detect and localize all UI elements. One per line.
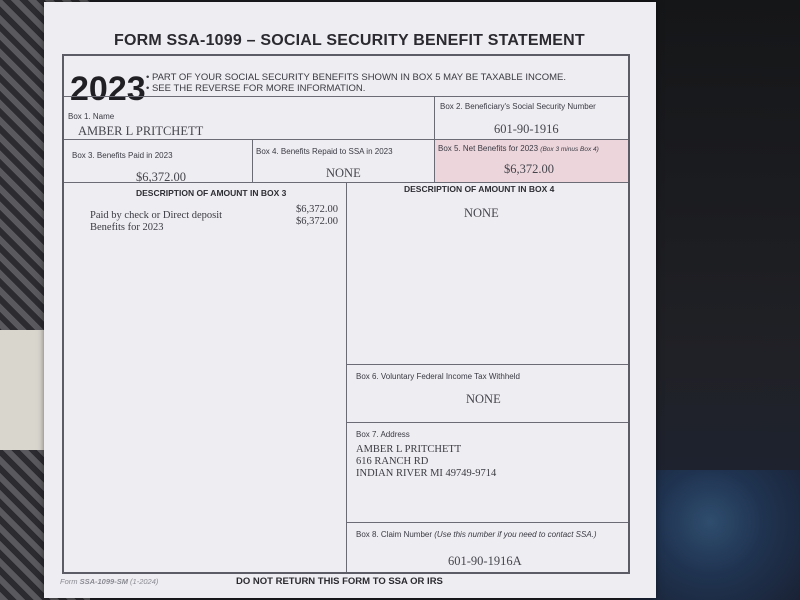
footer-form-date: (1-2024) bbox=[130, 577, 159, 586]
box7-label: Box 7. Address bbox=[356, 430, 410, 439]
note-taxable: • PART OF YOUR SOCIAL SECURITY BENEFITS SHOWN IN BOX 5 MAY BE TAXABLE INCOME. bbox=[146, 72, 567, 83]
divider bbox=[434, 96, 435, 139]
box8-label-text: Box 8. Claim Number bbox=[356, 530, 433, 539]
address-line: AMBER L PRITCHETT bbox=[356, 444, 462, 455]
form-title: FORM SSA-1099 – SOCIAL SECURITY BENEFIT STATEMENT bbox=[114, 32, 585, 49]
box6-label: Box 6. Voluntary Federal Income Tax Withheld bbox=[356, 372, 520, 381]
divider bbox=[346, 182, 347, 572]
note-reverse: • SEE THE REVERSE FOR MORE INFORMATION. bbox=[146, 83, 366, 94]
address-line: 616 RANCH RD bbox=[356, 456, 429, 467]
box2-ssn: 601-90-1916 bbox=[494, 122, 559, 136]
box7-address bbox=[356, 444, 496, 480]
box4-label: Box 4. Benefits Repaid to SSA in 2023 bbox=[256, 147, 393, 156]
divider bbox=[64, 96, 628, 97]
divider bbox=[346, 422, 628, 423]
footer-form-prefix: Form bbox=[60, 577, 78, 586]
box5-label-note: (Box 3 minus Box 4) bbox=[540, 146, 599, 153]
box3-row-amount: $6,372.00 bbox=[296, 216, 338, 227]
box8-label-note: (Use this number if you need to contact SSA.) bbox=[434, 530, 597, 539]
box3-row-amount: $6,372.00 bbox=[296, 204, 338, 215]
ssa-1099-form bbox=[44, 2, 656, 598]
box3-description-heading: DESCRIPTION OF AMOUNT IN BOX 3 bbox=[136, 188, 287, 198]
divider bbox=[346, 364, 628, 365]
box1-label: Box 1. Name bbox=[68, 112, 115, 121]
box5-label bbox=[438, 144, 599, 153]
divider bbox=[434, 139, 435, 182]
box4-description-heading: DESCRIPTION OF AMOUNT IN BOX 4 bbox=[404, 184, 555, 194]
box3-row-label: Benefits for 2023 bbox=[90, 222, 164, 233]
box2-label: Box 2. Beneficiary's Social Security Number bbox=[440, 102, 596, 111]
box1-name: AMBER L PRITCHETT bbox=[78, 124, 204, 138]
box4-description-value: NONE bbox=[464, 206, 499, 220]
footer-form-id: SSA-1099-SM bbox=[79, 577, 128, 586]
form-notes bbox=[146, 72, 566, 94]
box3-row-label: Paid by check or Direct deposit bbox=[90, 210, 223, 221]
box8-claim-number: 601-90-1916A bbox=[448, 554, 522, 568]
form-footer-id bbox=[60, 577, 158, 586]
box3-amount: $6,372.00 bbox=[136, 170, 186, 184]
box5-amount: $6,372.00 bbox=[504, 162, 554, 176]
form-frame bbox=[62, 54, 630, 574]
divider bbox=[346, 522, 628, 523]
box8-label bbox=[356, 530, 597, 539]
tax-year: 2023 bbox=[70, 70, 146, 108]
address-line: INDIAN RIVER MI 49749-9714 bbox=[356, 468, 497, 479]
box3-label: Box 3. Benefits Paid in 2023 bbox=[72, 151, 173, 160]
footer-warning: DO NOT RETURN THIS FORM TO SSA OR IRS bbox=[236, 576, 443, 587]
box4-amount: NONE bbox=[326, 166, 361, 180]
box5-label-text: Box 5. Net Benefits for 2023 bbox=[438, 144, 539, 153]
patterned-cloth bbox=[650, 470, 800, 600]
divider bbox=[252, 139, 253, 182]
box6-amount: NONE bbox=[466, 392, 501, 406]
